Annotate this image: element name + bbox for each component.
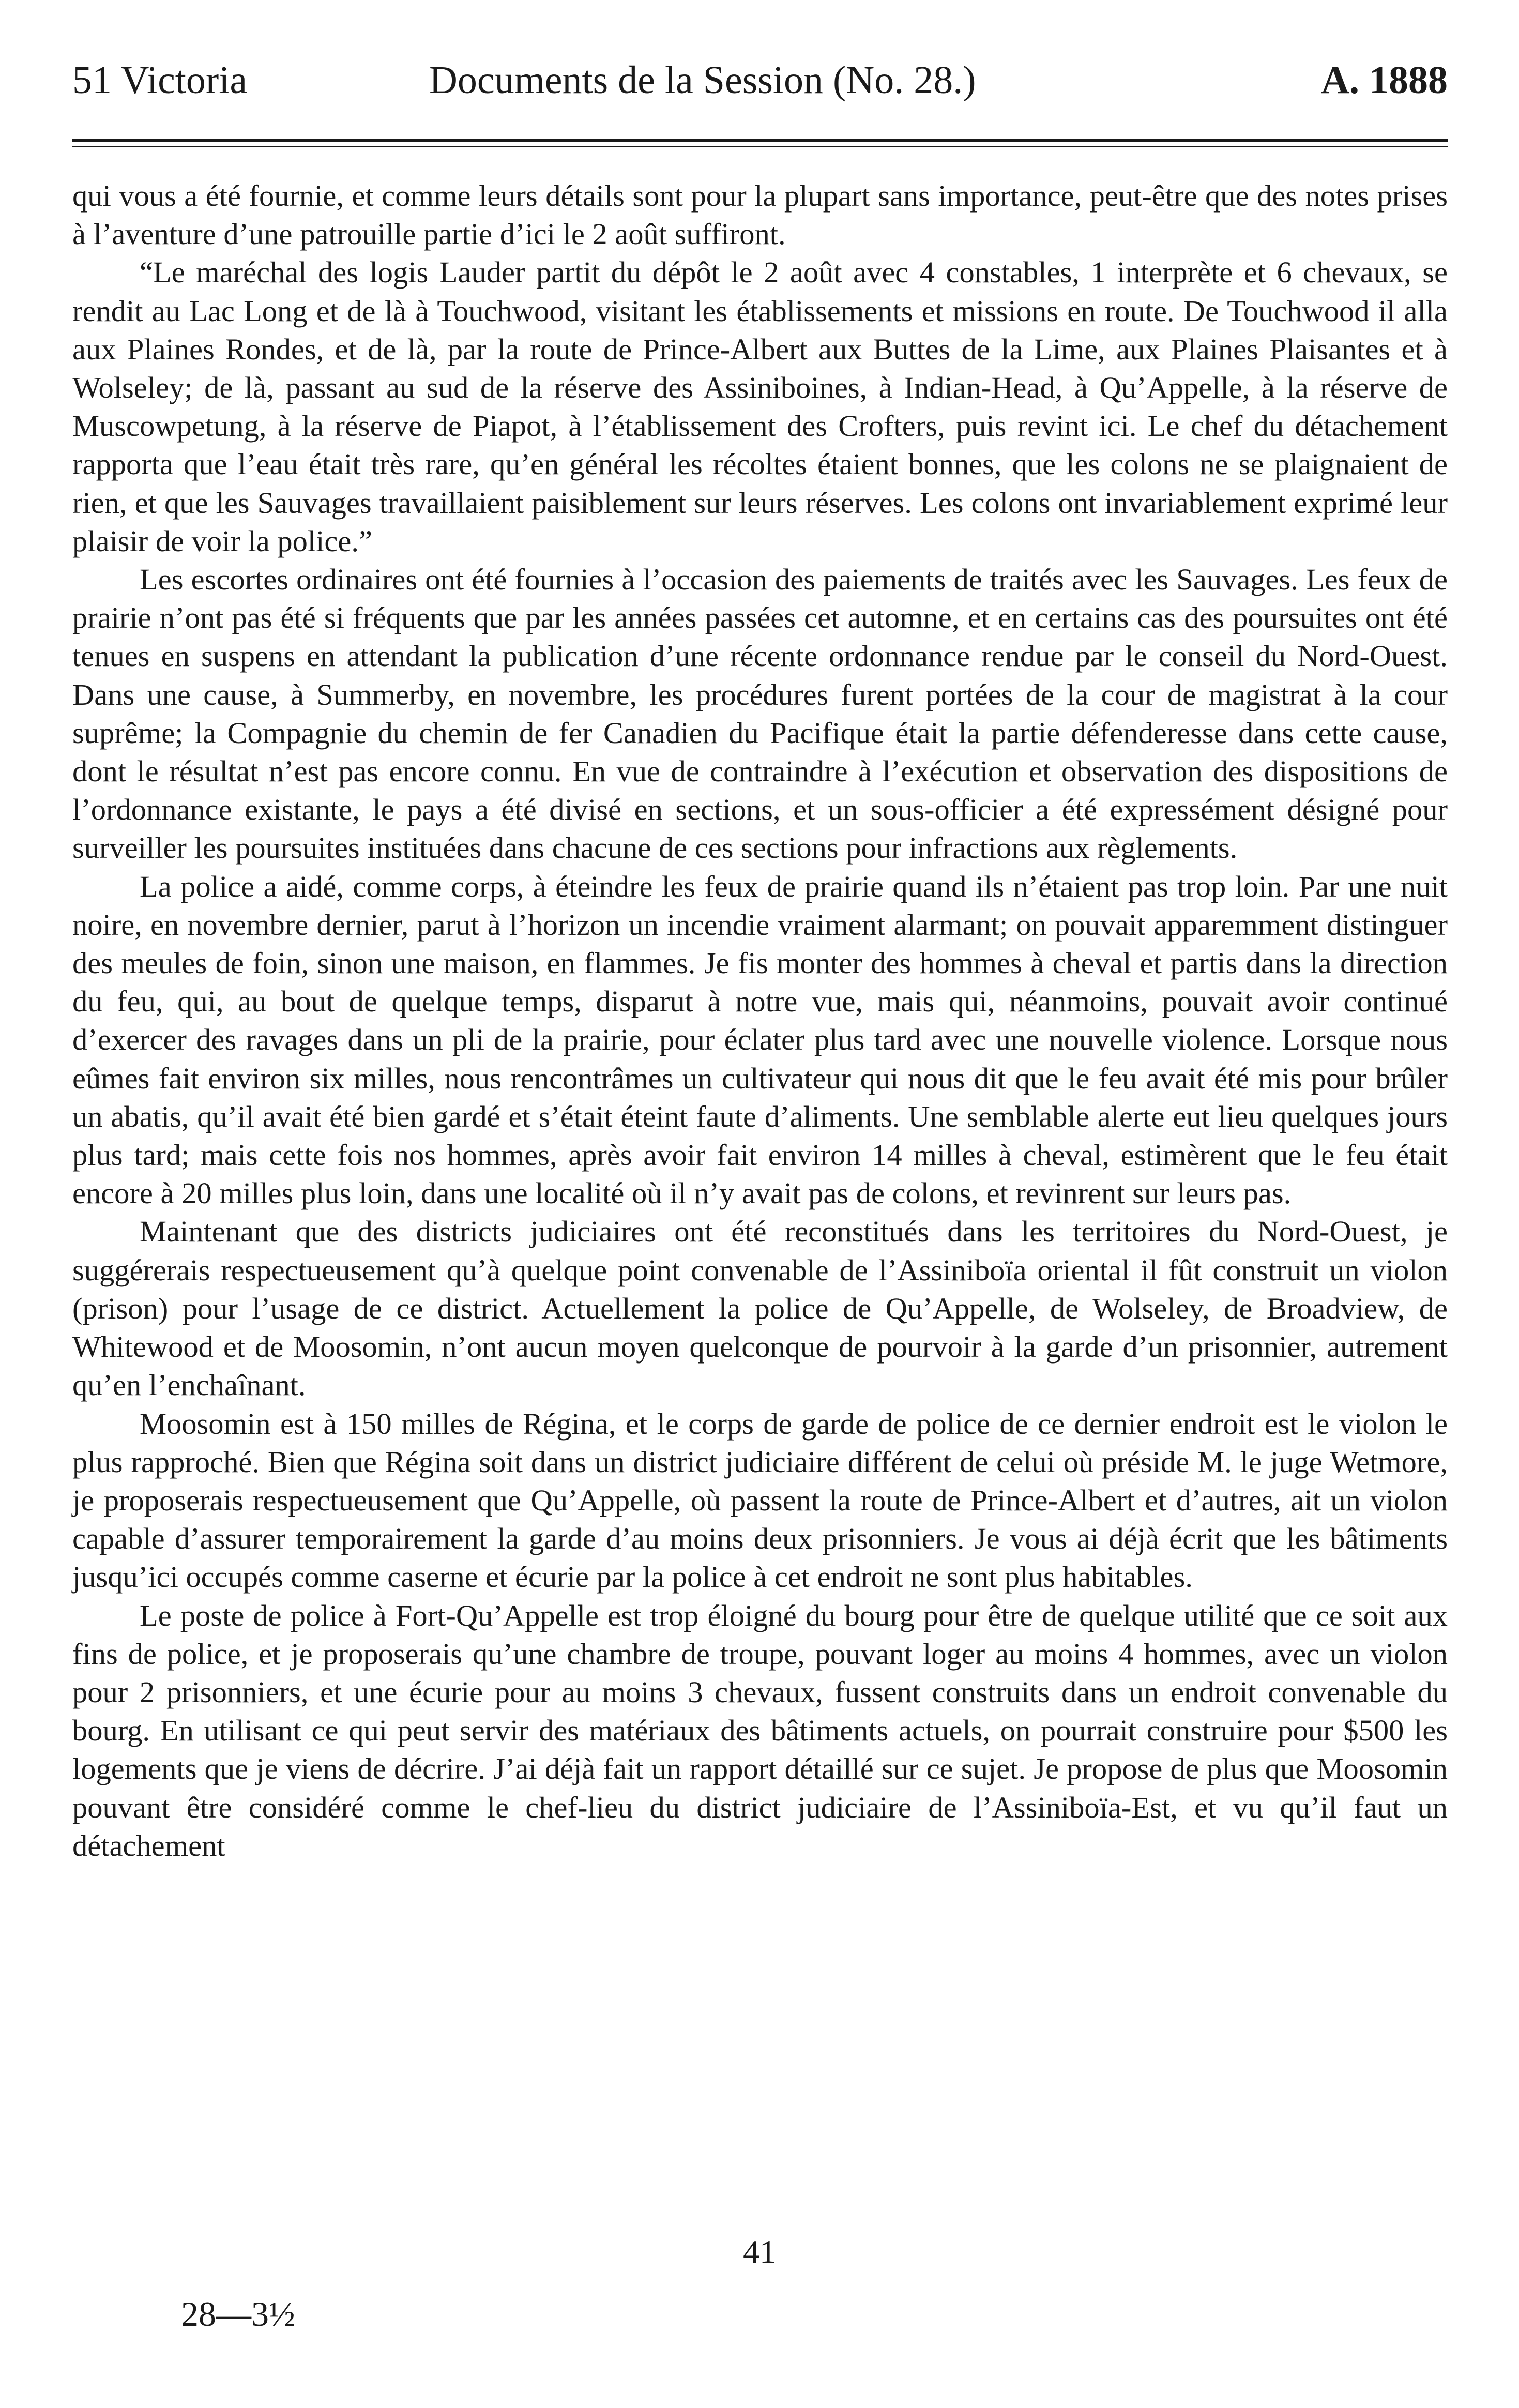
body-text bbox=[72, 177, 1448, 1865]
header-rule-thick bbox=[72, 139, 1448, 142]
paragraph-quoted-report: “Le maréchal des logis Lauder partit du dépôt le 2 août avec 4 constables, 1 interprète et 6 chevaux, se rendit au Lac Long et de là à Touchwood, visitant les établissements et missions en route. De Touchwood il alla aux Plaines Rondes, et de là, par la route de Prince-Albert aux Buttes de la Lime, aux Plaines Plaisantes et à Wolseley; de là, passant au sud de la réserve des Assiniboines, à Indian-Head, à Qu’Appelle, à la réserve de Muscowpetung, à la réserve de Piapot, à l’établissement des Crofters, puis revint ici. Le chef du détachement rapporta que l’eau était très rare, qu’en général les récoltes étaient bonnes, que les colons ne se plaignaient de rien, et que les Sauvages travaillaient paisiblement sur leurs réserves. Les colons ont invariablement exprimé leur plaisir de voir la police.” bbox=[72, 255, 1448, 558]
paragraph-continuation: qui vous a été fournie, et comme leurs détails sont pour la plupart sans importance, peut-être que des notes prises à l’aventure d’une patrouille partie d’ici le 2 août suffiront. bbox=[72, 179, 1448, 251]
header-year: A. 1888 bbox=[1321, 58, 1448, 102]
paragraph-moosomin-guardroom: Moosomin est à 150 milles de Régina, et le corps de garde de police de ce dernier endroit est le violon le plus rapproché. Bien que Régina soit dans un district judiciaire différent de celui où préside M. le juge Wetmore, je proposerais respectueusement que Qu’Appelle, où passent la route de Prince-Albert et d’autres, ait un violon capable d’assurer temporairement la garde d’au moins deux prisonniers. Je vous ai déjà écrit que les bâtiments jusqu’ici occupés comme caserne et écurie par la police à cet endroit ne sont plus habitables. bbox=[72, 1406, 1448, 1594]
printer-signature-mark: 28—3½ bbox=[181, 2294, 295, 2334]
header-regnal-year: 51 Victoria bbox=[72, 58, 248, 102]
paragraph-judicial-districts: Maintenant que des districts judiciaires ont été reconstitués dans les territoires du Nord-Ouest, je suggérerais respectueusement qu’à quelque point convenable de l’Assiniboïa oriental il fût construit un violon (prison) pour l’usage de ce district. Actuellement la police de Qu’Appelle, de Wolseley, de Broadview, de Whitewood et de Moosomin, n’ont aucun moyen quelconque de pourvoir à la garde d’un prisonnier, autrement qu’en l’enchaînant. bbox=[72, 1215, 1448, 1402]
page-number: 41 bbox=[743, 2233, 776, 2270]
paragraph-police-fire-assistance: La police a aidé, comme corps, à éteindre les feux de prairie quand ils n’étaient pas trop loin. Par une nuit noire, en novembre dernier, parut à l’horizon un incendie vraiment alarmant; on pouvait apparemment distinguer des meules de foin, sinon une maison, en flammes. Je fis monter des hommes à cheval et partis dans la direction du feu, qui, au bout de quelque temps, disparut à notre vue, mais qui, néanmoins, pouvait avoir continué d’exercer des ravages dans un pli de la prairie, pour éclater plus tard avec une nouvelle violence. Lorsque nous eûmes fait environ six milles, nous rencontrâmes un cultivateur qui nous dit que le feu avait été mis pour brûler un abatis, qu’il avait été bien gardé et s’était éteint faute d’aliments. Une semblable alerte eut lieu quelques jours plus tard; mais cette fois nos hommes, après avoir fait environ 14 milles à cheval, estimèrent que le feu était encore à 20 milles plus loin, dans une localité où il n’y avait pas de colons, et revinrent sur leurs pas. bbox=[72, 869, 1448, 1210]
paragraph-fort-quappelle-post: Le poste de police à Fort-Qu’Appelle est trop éloigné du bourg pour être de quelque utilité que ce soit aux fins de police, et je proposerais qu’une chambre de troupe, pouvant loger au moins 4 hommes, avec un violon pour 2 prisonniers, et une écurie pour au moins 3 chevaux, fussent construits dans un endroit convenable du bourg. En utilisant ce qui peut servir des matériaux des bâtiments actuels, on pourrait construire pour $500 les logements que je viens de décrire. J’ai déjà fait un rapport détaillé sur ce sujet. Je propose de plus que Moosomin pouvant être considéré comme le chef-lieu du district judiciaire de l’Assiniboïa-Est, et vu qu’il faut un détachement bbox=[72, 1598, 1448, 1862]
header-rule-thin bbox=[72, 146, 1448, 147]
paragraph-escorts-prairie-fires: Les escortes ordinaires ont été fournies à l’occasion des paiements de traités avec les Sauvages. Les feux de prairie n’ont pas été si fréquents que par les années passées cet automne, et en certains cas des poursuites ont été tenues en suspens en attendant la publication d’une récente ordonnance rendue par le conseil du Nord-Ouest. Dans une cause, à Summerby, en novembre, les procédures furent portées de la cour de magistrat à la cour suprême; la Compagnie du chemin de fer Canadien du Pacifique était la partie défenderesse dans cette cause, dont le résultat n’est pas encore connu. En vue de contraindre à l’exécution et observation des dispositions de l’ordonnance existante, le pays a été divisé en sections, et un sous-officier a été expressément désigné pour surveiller les poursuites instituées dans chacune de ces sections pour infractions aux règlements. bbox=[72, 563, 1448, 865]
running-head bbox=[72, 52, 1448, 109]
header-session-title: Documents de la Session (No. 28.) bbox=[429, 58, 976, 102]
